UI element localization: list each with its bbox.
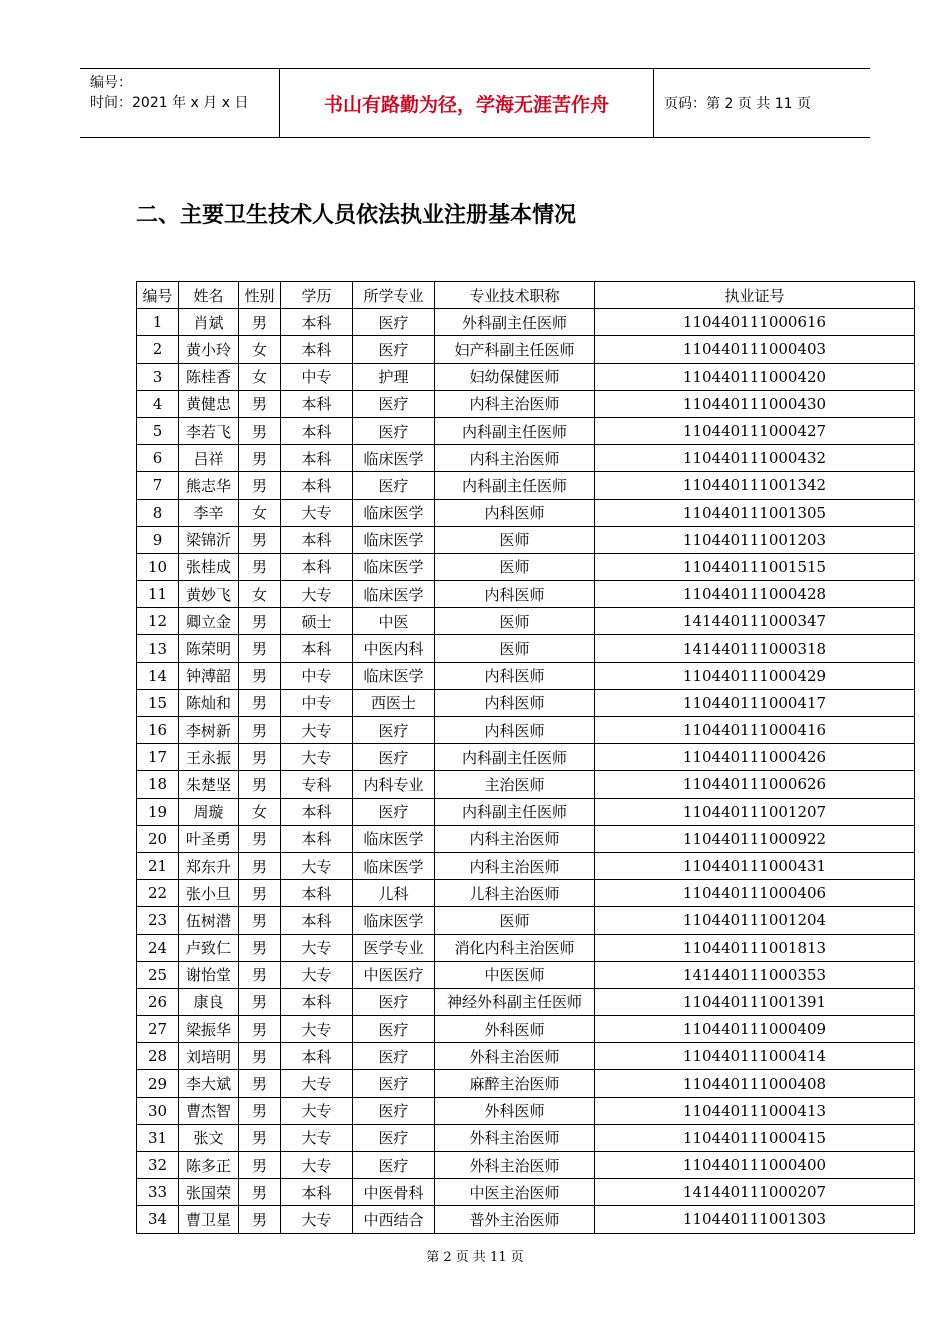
cell-license: 110440111000406: [595, 880, 915, 907]
cell-gender: 男: [239, 1124, 281, 1151]
cell-education: 大专: [281, 852, 353, 879]
cell-gender: 男: [239, 1070, 281, 1097]
table-row: [137, 934, 915, 961]
col-header-number: 编号: [137, 282, 179, 309]
table-row: [137, 988, 915, 1015]
table-row: [137, 880, 915, 907]
cell-license: 110440111000416: [595, 717, 915, 744]
cell-gender: 男: [239, 1043, 281, 1070]
cell-license: 110440111000413: [595, 1097, 915, 1124]
table-row: [137, 553, 915, 580]
cell-gender: 男: [239, 825, 281, 852]
cell-title: 内科副主任医师: [435, 744, 595, 771]
cell-gender: 男: [239, 852, 281, 879]
cell-name: 张桂成: [179, 553, 239, 580]
table-row: [137, 309, 915, 336]
cell-license: 110440111000430: [595, 390, 915, 417]
cell-name: 张国荣: [179, 1179, 239, 1206]
cell-title: 内科医师: [435, 689, 595, 716]
cell-license: 110440111000427: [595, 417, 915, 444]
cell-title: 中医主治医师: [435, 1179, 595, 1206]
number-label: 编号：: [90, 75, 132, 91]
cell-name: 肖斌: [179, 309, 239, 336]
cell-gender: 男: [239, 1097, 281, 1124]
cell-gender: 女: [239, 336, 281, 363]
cell-gender: 男: [239, 662, 281, 689]
cell-license: 141440111000347: [595, 608, 915, 635]
cell-title: 妇产科副主任医师: [435, 336, 595, 363]
table-row: [137, 852, 915, 879]
cell-gender: 男: [239, 1206, 281, 1233]
table-row: [137, 1152, 915, 1179]
registration-table: [136, 281, 915, 1234]
table-row: [137, 907, 915, 934]
cell-major: 中西结合: [353, 1206, 435, 1233]
cell-name: 李若飞: [179, 417, 239, 444]
cell-education: 本科: [281, 1043, 353, 1070]
cell-name: 陈灿和: [179, 689, 239, 716]
table-row: [137, 1043, 915, 1070]
cell-gender: 男: [239, 961, 281, 988]
cell-license: 110440111001515: [595, 553, 915, 580]
cell-number: 18: [137, 771, 179, 798]
table-row: [137, 363, 915, 390]
cell-gender: 男: [239, 445, 281, 472]
cell-education: 本科: [281, 472, 353, 499]
table-row: [137, 825, 915, 852]
cell-number: 9: [137, 526, 179, 553]
cell-gender: 女: [239, 499, 281, 526]
table-row: [137, 662, 915, 689]
cell-education: 本科: [281, 390, 353, 417]
cell-major: 医疗: [353, 1097, 435, 1124]
cell-license: 110440111000403: [595, 336, 915, 363]
cell-name: 梁振华: [179, 1016, 239, 1043]
cell-gender: 男: [239, 1179, 281, 1206]
cell-number: 11: [137, 581, 179, 608]
table-row: [137, 417, 915, 444]
cell-education: 本科: [281, 445, 353, 472]
cell-license: 110440111001305: [595, 499, 915, 526]
cell-major: 临床医学: [353, 553, 435, 580]
cell-major: 医疗: [353, 336, 435, 363]
cell-license: 110440111000922: [595, 825, 915, 852]
section-title: 二、主要卫生技术人员依法执业注册基本情况: [136, 203, 577, 228]
cell-number: 17: [137, 744, 179, 771]
cell-gender: 男: [239, 744, 281, 771]
cell-education: 大专: [281, 744, 353, 771]
time-label: 时间：2021 年 x 月 x 日: [90, 95, 249, 111]
cell-number: 13: [137, 635, 179, 662]
cell-number: 32: [137, 1152, 179, 1179]
cell-number: 16: [137, 717, 179, 744]
cell-major: 护理: [353, 363, 435, 390]
cell-license: 141440111000318: [595, 635, 915, 662]
table-header-row: [137, 282, 915, 309]
cell-major: 临床医学: [353, 907, 435, 934]
cell-major: 医疗: [353, 1016, 435, 1043]
cell-education: 大专: [281, 1206, 353, 1233]
cell-name: 张文: [179, 1124, 239, 1151]
cell-education: 大专: [281, 1124, 353, 1151]
cell-number: 31: [137, 1124, 179, 1151]
table-row: [137, 1097, 915, 1124]
cell-title: 儿科主治医师: [435, 880, 595, 907]
cell-name: 谢怡堂: [179, 961, 239, 988]
cell-license: 110440111000426: [595, 744, 915, 771]
cell-license: 110440111000417: [595, 689, 915, 716]
header-meta: [80, 69, 280, 137]
cell-license: 110440111000626: [595, 771, 915, 798]
cell-major: 内科专业: [353, 771, 435, 798]
cell-major: 医疗: [353, 717, 435, 744]
table-row: [137, 717, 915, 744]
cell-license: 110440111000432: [595, 445, 915, 472]
cell-education: 大专: [281, 1097, 353, 1124]
cell-name: 熊志华: [179, 472, 239, 499]
cell-major: 医疗: [353, 1043, 435, 1070]
table-row: [137, 581, 915, 608]
cell-title: 内科主治医师: [435, 852, 595, 879]
table-row: [137, 635, 915, 662]
cell-number: 19: [137, 798, 179, 825]
cell-name: 朱楚坚: [179, 771, 239, 798]
cell-number: 1: [137, 309, 179, 336]
cell-name: 张小旦: [179, 880, 239, 907]
cell-name: 陈桂香: [179, 363, 239, 390]
cell-major: 医疗: [353, 988, 435, 1015]
cell-number: 30: [137, 1097, 179, 1124]
cell-name: 刘培明: [179, 1043, 239, 1070]
cell-number: 12: [137, 608, 179, 635]
cell-name: 曹杰智: [179, 1097, 239, 1124]
cell-title: 内科医师: [435, 499, 595, 526]
cell-title: 内科副主任医师: [435, 472, 595, 499]
cell-license: 110440111001391: [595, 988, 915, 1015]
cell-name: 卢致仁: [179, 934, 239, 961]
cell-title: 医师: [435, 553, 595, 580]
cell-gender: 女: [239, 363, 281, 390]
table-row: [137, 1124, 915, 1151]
cell-major: 西医士: [353, 689, 435, 716]
cell-education: 本科: [281, 336, 353, 363]
cell-number: 26: [137, 988, 179, 1015]
table-row: [137, 1206, 915, 1233]
cell-number: 3: [137, 363, 179, 390]
cell-gender: 男: [239, 934, 281, 961]
cell-gender: 男: [239, 988, 281, 1015]
cell-license: 110440111000409: [595, 1016, 915, 1043]
cell-title: 麻醉主治医师: [435, 1070, 595, 1097]
cell-name: 郑东升: [179, 852, 239, 879]
table-row: [137, 798, 915, 825]
cell-number: 34: [137, 1206, 179, 1233]
cell-number: 15: [137, 689, 179, 716]
cell-number: 14: [137, 662, 179, 689]
cell-major: 临床医学: [353, 445, 435, 472]
cell-name: 曹卫星: [179, 1206, 239, 1233]
cell-title: 外科医师: [435, 1097, 595, 1124]
cell-title: 外科主治医师: [435, 1043, 595, 1070]
cell-education: 大专: [281, 581, 353, 608]
cell-name: 李树新: [179, 717, 239, 744]
cell-gender: 男: [239, 717, 281, 744]
table-row: [137, 526, 915, 553]
cell-major: 医疗: [353, 1152, 435, 1179]
table-row: [137, 1016, 915, 1043]
cell-education: 大专: [281, 961, 353, 988]
cell-title: 内科副主任医师: [435, 417, 595, 444]
cell-gender: 男: [239, 689, 281, 716]
cell-major: 临床医学: [353, 662, 435, 689]
cell-gender: 男: [239, 608, 281, 635]
cell-gender: 男: [239, 1016, 281, 1043]
cell-title: 消化内科主治医师: [435, 934, 595, 961]
cell-major: 临床医学: [353, 526, 435, 553]
col-header-major: 所学专业: [353, 282, 435, 309]
cell-name: 李大斌: [179, 1070, 239, 1097]
table-row: [137, 445, 915, 472]
col-header-education: 学历: [281, 282, 353, 309]
cell-gender: 男: [239, 771, 281, 798]
col-header-title: 专业技术职称: [435, 282, 595, 309]
cell-major: 医疗: [353, 798, 435, 825]
cell-name: 黄健忠: [179, 390, 239, 417]
col-header-license: 执业证号: [595, 282, 915, 309]
cell-major: 医疗: [353, 417, 435, 444]
cell-title: 普外主治医师: [435, 1206, 595, 1233]
cell-education: 本科: [281, 417, 353, 444]
cell-education: 本科: [281, 1179, 353, 1206]
cell-gender: 男: [239, 1152, 281, 1179]
col-header-gender: 性别: [239, 282, 281, 309]
cell-title: 内科医师: [435, 717, 595, 744]
cell-name: 叶圣勇: [179, 825, 239, 852]
cell-gender: 男: [239, 553, 281, 580]
cell-major: 医疗: [353, 309, 435, 336]
cell-license: 110440111001342: [595, 472, 915, 499]
cell-name: 陈荣明: [179, 635, 239, 662]
cell-title: 内科主治医师: [435, 825, 595, 852]
cell-license: 110440111000420: [595, 363, 915, 390]
cell-license: 110440111000408: [595, 1070, 915, 1097]
cell-major: 医疗: [353, 1070, 435, 1097]
cell-education: 本科: [281, 309, 353, 336]
cell-license: 110440111000429: [595, 662, 915, 689]
cell-gender: 男: [239, 417, 281, 444]
cell-number: 5: [137, 417, 179, 444]
cell-gender: 男: [239, 526, 281, 553]
cell-license: 141440111000353: [595, 961, 915, 988]
cell-title: 内科副主任医师: [435, 798, 595, 825]
cell-title: 主治医师: [435, 771, 595, 798]
cell-name: 康良: [179, 988, 239, 1015]
cell-gender: 女: [239, 581, 281, 608]
cell-education: 本科: [281, 988, 353, 1015]
cell-education: 大专: [281, 1070, 353, 1097]
cell-education: 大专: [281, 1016, 353, 1043]
cell-title: 内科主治医师: [435, 445, 595, 472]
cell-major: 中医医疗: [353, 961, 435, 988]
cell-major: 医疗: [353, 472, 435, 499]
cell-gender: 男: [239, 635, 281, 662]
col-header-name: 姓名: [179, 282, 239, 309]
cell-major: 医疗: [353, 390, 435, 417]
cell-license: 110440111000415: [595, 1124, 915, 1151]
cell-license: 110440111001204: [595, 907, 915, 934]
cell-name: 吕祥: [179, 445, 239, 472]
cell-number: 21: [137, 852, 179, 879]
cell-title: 医师: [435, 635, 595, 662]
cell-number: 8: [137, 499, 179, 526]
cell-number: 23: [137, 907, 179, 934]
cell-name: 钟溥韶: [179, 662, 239, 689]
cell-number: 25: [137, 961, 179, 988]
cell-title: 神经外科副主任医师: [435, 988, 595, 1015]
cell-name: 陈多正: [179, 1152, 239, 1179]
cell-number: 28: [137, 1043, 179, 1070]
cell-major: 临床医学: [353, 499, 435, 526]
cell-license: 110440111000414: [595, 1043, 915, 1070]
cell-license: 110440111000400: [595, 1152, 915, 1179]
cell-education: 硕士: [281, 608, 353, 635]
table-row: [137, 608, 915, 635]
cell-education: 大专: [281, 1152, 353, 1179]
cell-title: 外科医师: [435, 1016, 595, 1043]
cell-education: 本科: [281, 825, 353, 852]
cell-education: 中专: [281, 662, 353, 689]
cell-license: 110440111001303: [595, 1206, 915, 1233]
cell-major: 中医: [353, 608, 435, 635]
table-row: [137, 689, 915, 716]
table-row: [137, 771, 915, 798]
cell-gender: 男: [239, 880, 281, 907]
cell-license: 110440111001813: [595, 934, 915, 961]
table-row: [137, 472, 915, 499]
cell-license: 110440111000428: [595, 581, 915, 608]
cell-title: 外科主治医师: [435, 1152, 595, 1179]
page-footer: 第 2 页 共 11 页: [426, 1250, 524, 1265]
cell-number: 4: [137, 390, 179, 417]
cell-name: 黄妙飞: [179, 581, 239, 608]
cell-number: 33: [137, 1179, 179, 1206]
cell-name: 李辛: [179, 499, 239, 526]
cell-license: 110440111001207: [595, 798, 915, 825]
cell-license: 110440111001203: [595, 526, 915, 553]
cell-name: 王永振: [179, 744, 239, 771]
cell-number: 27: [137, 1016, 179, 1043]
cell-title: 妇幼保健医师: [435, 363, 595, 390]
cell-education: 中专: [281, 689, 353, 716]
cell-major: 中医骨科: [353, 1179, 435, 1206]
cell-number: 29: [137, 1070, 179, 1097]
cell-major: 儿科: [353, 880, 435, 907]
table-row: [137, 961, 915, 988]
cell-major: 医疗: [353, 744, 435, 771]
cell-education: 大专: [281, 499, 353, 526]
table-row: [137, 499, 915, 526]
cell-name: 伍树潜: [179, 907, 239, 934]
cell-education: 专科: [281, 771, 353, 798]
header-page-info: 页码：第 2 页 共 11 页: [664, 96, 811, 112]
cell-name: 黄小玲: [179, 336, 239, 363]
page-header: [80, 68, 870, 138]
cell-name: 卿立金: [179, 608, 239, 635]
cell-major: 中医内科: [353, 635, 435, 662]
cell-number: 24: [137, 934, 179, 961]
table-row: [137, 744, 915, 771]
cell-education: 本科: [281, 526, 353, 553]
cell-education: 大专: [281, 717, 353, 744]
table-body: [137, 309, 915, 1233]
cell-education: 本科: [281, 635, 353, 662]
table-row: [137, 390, 915, 417]
table-row: [137, 1070, 915, 1097]
cell-major: 临床医学: [353, 852, 435, 879]
cell-title: 内科主治医师: [435, 390, 595, 417]
cell-gender: 男: [239, 907, 281, 934]
cell-number: 2: [137, 336, 179, 363]
cell-number: 6: [137, 445, 179, 472]
cell-major: 临床医学: [353, 825, 435, 852]
cell-title: 医师: [435, 907, 595, 934]
cell-title: 内科医师: [435, 662, 595, 689]
cell-education: 中专: [281, 363, 353, 390]
cell-gender: 女: [239, 798, 281, 825]
cell-number: 22: [137, 880, 179, 907]
cell-number: 20: [137, 825, 179, 852]
cell-title: 内科医师: [435, 581, 595, 608]
cell-license: 141440111000207: [595, 1179, 915, 1206]
cell-gender: 男: [239, 309, 281, 336]
cell-major: 医疗: [353, 1124, 435, 1151]
cell-name: 梁锦沂: [179, 526, 239, 553]
cell-education: 本科: [281, 798, 353, 825]
cell-name: 周璇: [179, 798, 239, 825]
cell-title: 医师: [435, 608, 595, 635]
cell-gender: 男: [239, 472, 281, 499]
table-row: [137, 336, 915, 363]
cell-gender: 男: [239, 390, 281, 417]
header-motto: 书山有路勤为径，学海无涯苦作舟: [280, 69, 654, 137]
cell-title: 中医医师: [435, 961, 595, 988]
cell-major: 临床医学: [353, 581, 435, 608]
cell-title: 外科副主任医师: [435, 309, 595, 336]
cell-number: 10: [137, 553, 179, 580]
cell-title: 医师: [435, 526, 595, 553]
table-row: [137, 1179, 915, 1206]
cell-title: 外科主治医师: [435, 1124, 595, 1151]
cell-number: 7: [137, 472, 179, 499]
cell-education: 本科: [281, 553, 353, 580]
cell-license: 110440111000616: [595, 309, 915, 336]
cell-major: 医学专业: [353, 934, 435, 961]
cell-education: 本科: [281, 907, 353, 934]
cell-education: 大专: [281, 934, 353, 961]
cell-license: 110440111000431: [595, 852, 915, 879]
cell-education: 本科: [281, 880, 353, 907]
